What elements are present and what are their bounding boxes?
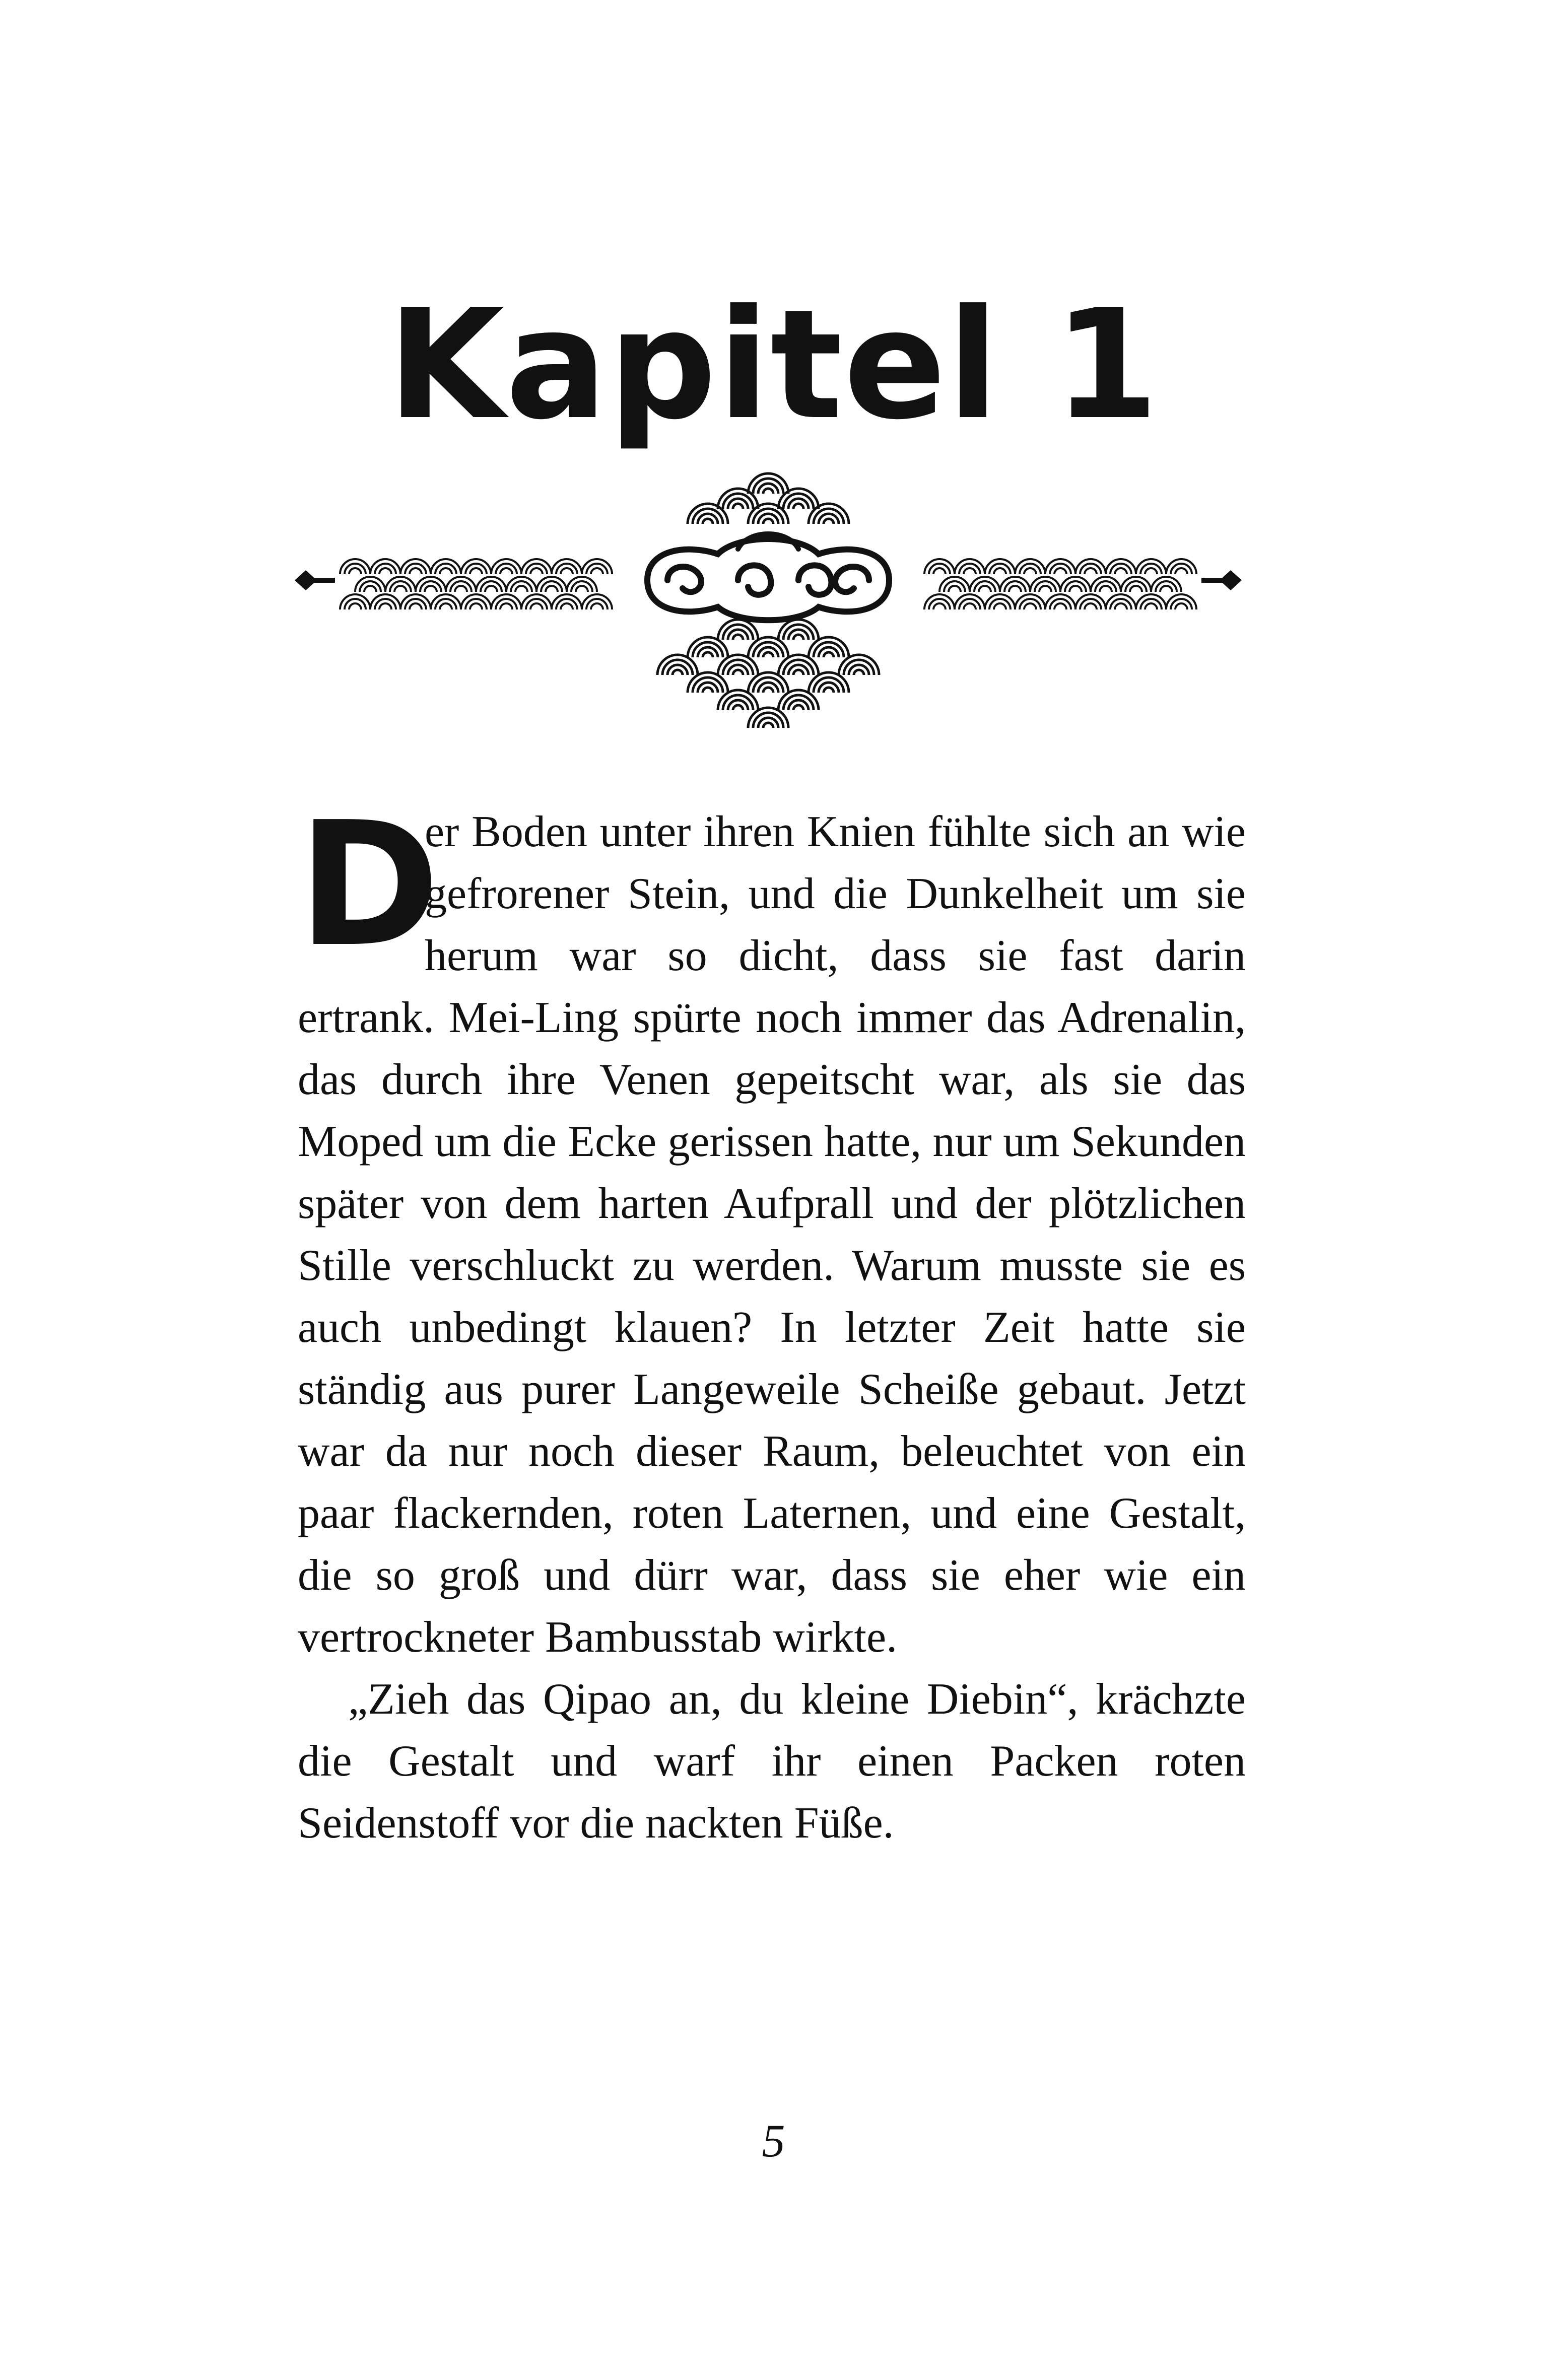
paragraph-2: „Zieh das Qipao an, du kleine Diebin“, krächzte die Gestalt und warf ihr einen Packen roten Seidenstoff vor die nackten Füße.: [298, 1675, 1246, 1848]
page-number: 5: [762, 2115, 785, 2166]
wave-cloud-ornament-icon: [295, 463, 1242, 735]
bottom-wave-cluster: [657, 620, 879, 728]
chapter-body: [298, 785, 1246, 1854]
paragraph-1: [298, 785, 1246, 1668]
cloud-swirls: [617, 534, 919, 625]
chapter-title: Kapitel 1: [387, 277, 1160, 453]
left-wave-band: [335, 553, 617, 609]
right-wave-band: [919, 553, 1201, 609]
top-wave-cluster: [688, 473, 849, 524]
drop-cap: D: [298, 785, 440, 985]
paragraph-1-text: er Boden unter ihren Knien fühlte sich an wie gefrorener Stein, und die Dunkelheit um sie herum war so dicht, dass sie fast darin ertrank. Mei-Ling spürte noch immer das Adrenalin, das durch ihre Venen gepeitscht war, als sie das Moped um die Ecke gerissen hatte, nur um Sekunden später von dem harten Aufprall und der plötzlichen Stille verschluckt zu werden. Warum musste sie es auch unbedingt klauen? In letzter Zeit hatte sie ständig aus purer Langeweile Scheiße gebaut. Jetzt war da nur noch dieser Raum, beleuchtet von ein paar flackernden, roten Laternen, und eine Gestalt, die so groß und dürr war, dass sie eher wie ein vertrockneter Bambusstab wirkte.: [298, 807, 1246, 1662]
